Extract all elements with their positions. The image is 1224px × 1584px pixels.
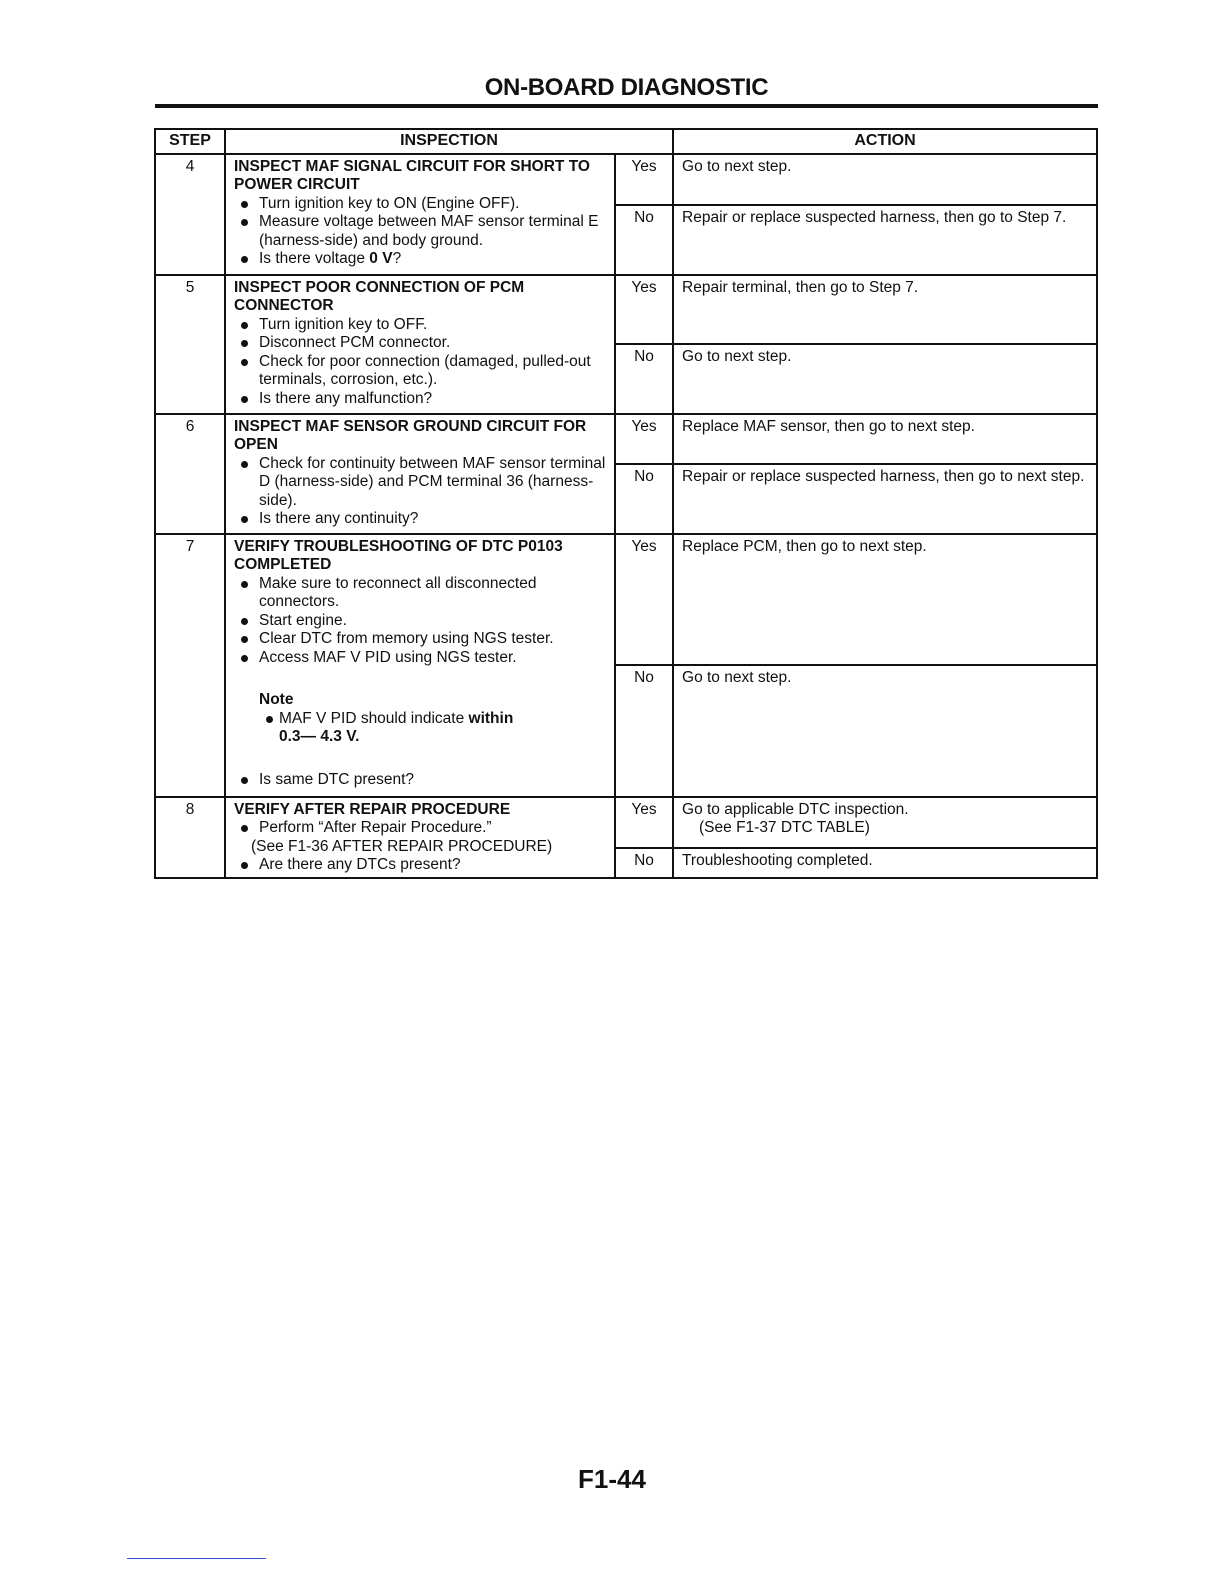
inspection-cell [225,414,615,534]
note-label: Note [259,691,294,708]
yes-action: Go to next step. [673,154,1097,205]
yes-label: Yes [615,154,673,205]
no-action: Go to next step. [673,665,1097,797]
header-action: ACTION [673,129,1097,154]
diagnostic-table [154,128,1098,879]
yes-action: Replace MAF sensor, then go to next step. [673,414,1097,464]
yes-label: Yes [615,534,673,665]
list-item: Is there voltage 0 V? [234,250,606,269]
inspection-list [234,771,606,790]
note-block [259,691,606,747]
title-rule [155,104,1098,108]
step-number: 4 [155,154,225,275]
page-title: ON-BOARD DIAGNOSTIC [484,74,769,101]
inspection-list [234,195,606,269]
table-row [155,797,1097,848]
table-row [155,154,1097,205]
yes-label: Yes [615,797,673,848]
no-label: No [615,464,673,534]
inspection-title: INSPECT MAF SIGNAL CIRCUIT FOR SHORT TO POWER CIRCUIT [234,157,590,193]
list-item: Disconnect PCM connector. [234,334,606,353]
yes-action: Replace PCM, then go to next step. [673,534,1097,665]
no-label: No [615,665,673,797]
yes-action [673,797,1097,848]
step-number: 6 [155,414,225,534]
inspection-cell [225,154,615,275]
inspection-list [234,819,606,838]
inspection-title: INSPECT MAF SENSOR GROUND CIRCUIT FOR OPEN [234,417,587,453]
inspection-list [234,316,606,409]
no-action: Repair or replace suspected harness, then go to Step 7. [673,205,1097,275]
list-item: Turn ignition key to OFF. [234,316,606,335]
no-label: No [615,848,673,878]
inspection-title: VERIFY TROUBLESHOOTING OF DTC P0103 COMPLETED [234,537,563,573]
no-action: Troubleshooting completed. [673,848,1097,878]
inspection-cell [225,534,615,797]
no-action: Repair or replace suspected harness, then go to next step. [673,464,1097,534]
inspection-title: INSPECT POOR CONNECTION OF PCM CONNECTOR [234,278,525,314]
table-row [155,534,1097,665]
inspection-list [234,856,606,875]
no-label: No [615,344,673,414]
list-item: Measure voltage between MAF sensor terminal E (harness-side) and body ground. [234,213,606,250]
no-action: Go to next step. [673,344,1097,414]
step-number: 5 [155,275,225,414]
header-step: STEP [155,129,225,154]
list-item: Check for continuity between MAF sensor terminal D (harness-side) and PCM terminal 36 (harness-side). [234,455,606,511]
yes-action-reference: (See F1-37 DTC TABLE) [699,819,870,836]
list-item: Are there any DTCs present? [234,856,606,875]
list-item: Is there any malfunction? [234,390,606,409]
yes-action-text: Go to applicable DTC inspection. [682,800,909,818]
no-label: No [615,205,673,275]
inspection-list [234,575,606,668]
inspection-cell [225,275,615,414]
reference-note: (See F1-36 AFTER REPAIR PROCEDURE) [251,837,553,855]
list-item: Make sure to reconnect all disconnected connectors. [234,575,606,612]
step-number: 7 [155,534,225,797]
inspection-title: VERIFY AFTER REPAIR PROCEDURE [234,800,511,818]
list-item: Is there any continuity? [234,510,606,529]
yes-label: Yes [615,275,673,344]
table-row [155,414,1097,464]
list-item: Access MAF V PID using NGS tester. [234,649,606,668]
header-row [155,129,1097,154]
inspection-list [234,455,606,529]
list-item: Check for poor connection (damaged, pulled-out terminals, corrosion, etc.). [234,353,606,390]
bottom-rule [127,1558,266,1559]
list-item: Perform “After Repair Procedure.” [234,819,606,838]
list-item: MAF V PID should indicate within 0.3— 4.3 V. [259,710,606,747]
inspection-cell [225,797,615,878]
page-number: F1-44 [578,1464,646,1494]
note-list [259,710,606,747]
table-row [155,275,1097,344]
list-item: Turn ignition key to ON (Engine OFF). [234,195,606,214]
step-number: 8 [155,797,225,878]
list-item: Is same DTC present? [234,771,606,790]
header-inspection: INSPECTION [225,129,673,154]
yes-action: Repair terminal, then go to Step 7. [673,275,1097,344]
list-item: Clear DTC from memory using NGS tester. [234,630,606,649]
yes-label: Yes [615,414,673,464]
list-item: Start engine. [234,612,606,631]
